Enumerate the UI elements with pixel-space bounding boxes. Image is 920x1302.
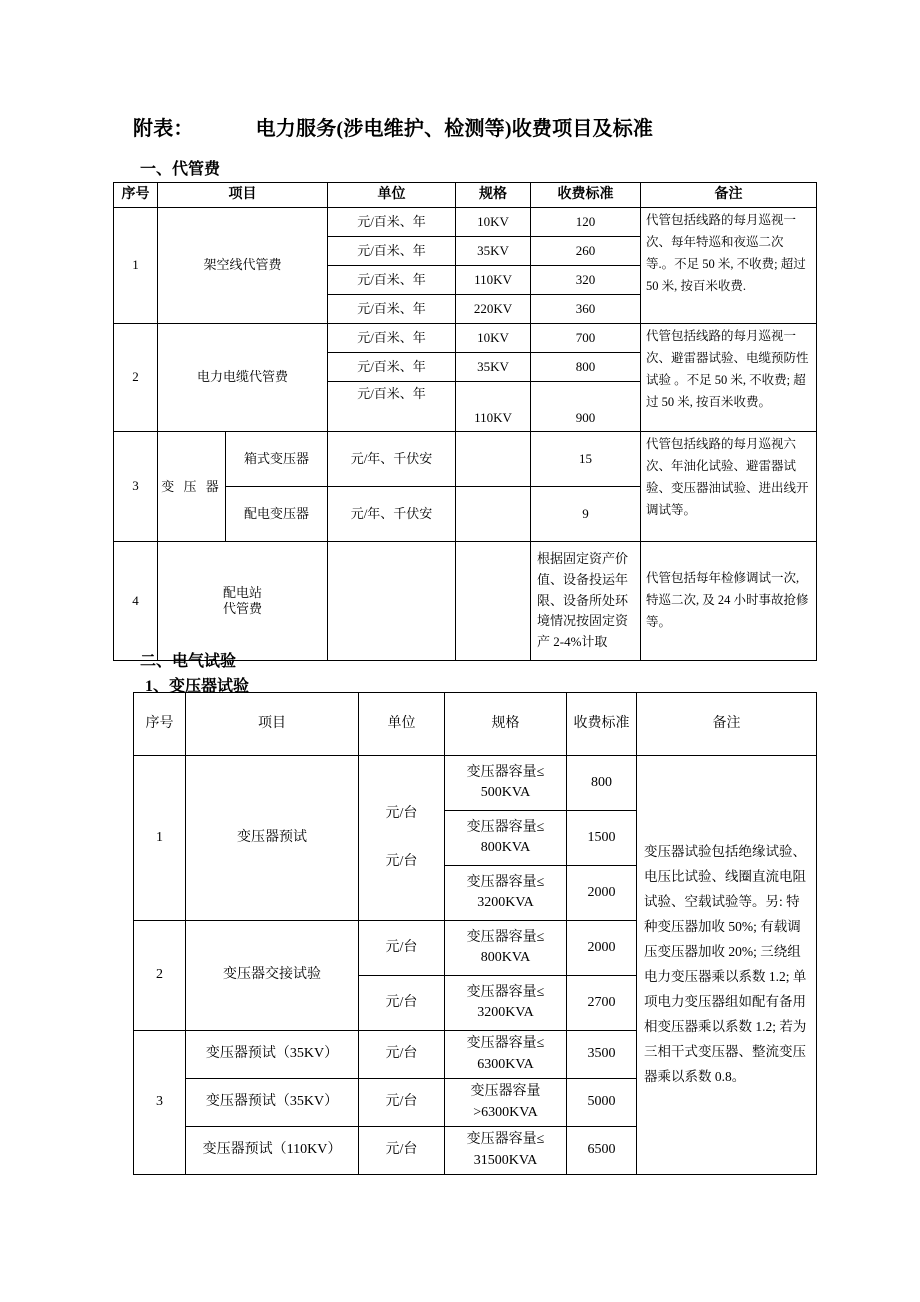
t2-row2-spec-1 (445, 921, 567, 976)
row3-unit-1: 元/年、千伏安 (328, 432, 456, 487)
t2-row3-spec-2 (445, 1079, 567, 1127)
table-row (114, 542, 817, 661)
t2-row1-item: 变压器预试 (186, 756, 359, 921)
row3-fee-2: 9 (531, 487, 641, 542)
spec-line2: 3200KVA (477, 1005, 534, 1020)
row3-remark: 代管包括线路的每月巡视六次、年油化试验、避雷器试验、变压器油试验、进出线开调试等。 (641, 432, 817, 542)
spec-line1: 变压器容量≤ (466, 874, 545, 890)
row4-remark: 代管包括每年检修调试一次, 特巡二次, 及 24 小时事故抢修等。 (641, 542, 817, 661)
table-row (114, 432, 817, 487)
t2-row1-spec-1 (445, 756, 567, 811)
spec-line1: 变压器容量≤ (466, 819, 545, 835)
t2-row1-spec-3 (445, 866, 567, 921)
table-header-row (114, 183, 817, 208)
table-byq-shiyan (133, 692, 817, 1175)
row4-item-line1: 配电站 (222, 584, 262, 600)
spec-line1: 变压器容量≤ (466, 764, 545, 780)
spec-line2: 3200KVA (477, 895, 534, 910)
t2-row3-fee-2: 5000 (567, 1079, 637, 1127)
page-title (133, 112, 833, 141)
row2-spec-1: 10KV (456, 324, 531, 353)
t2-row3-fee-3: 6500 (567, 1127, 637, 1175)
row4-item-line2: 代管费 (222, 601, 262, 616)
section-heading-daiguanfei: 一、代管费 (140, 161, 221, 178)
row3-no: 3 (114, 432, 158, 542)
spec-line1: 变压器容量≤ (466, 1132, 545, 1148)
th-收费标准: 收费标准 (531, 183, 641, 208)
row2-fee-2: 800 (531, 353, 641, 382)
t2-row1-fee-1: 800 (567, 756, 637, 811)
row2-no: 2 (114, 324, 158, 432)
th2-规格: 规格 (445, 693, 567, 756)
th-规格: 规格 (456, 183, 531, 208)
row1-unit-4: 元/百米、年 (328, 295, 456, 324)
t2-row3-unit-1: 元/台 (359, 1031, 445, 1079)
row4-item (158, 542, 328, 661)
row1-spec-1: 10KV (456, 208, 531, 237)
table-row (134, 756, 817, 811)
th2-序号: 序号 (134, 693, 186, 756)
table-row (114, 208, 817, 237)
th-序号: 序号 (114, 183, 158, 208)
row2-unit-1: 元/百米、年 (328, 324, 456, 353)
t2-row3-spec-3 (445, 1127, 567, 1175)
row2-spec-3: 110KV (456, 382, 531, 432)
th2-项目: 项目 (186, 693, 359, 756)
th-单位: 单位 (328, 183, 456, 208)
t2-row1-fee-3: 2000 (567, 866, 637, 921)
t2-row2-no: 2 (134, 921, 186, 1031)
th2-备注: 备注 (637, 693, 817, 756)
row3-spec-2 (456, 487, 531, 542)
t2-row3-item-1: 变压器预试（35KV） (186, 1031, 359, 1079)
section-heading-byq-shiyan: 1、变压器试验 (145, 678, 250, 695)
t2-row3-spec-1 (445, 1031, 567, 1079)
t2-row3-unit-2: 元/台 (359, 1079, 445, 1127)
t2-row1-spec-2 (445, 811, 567, 866)
row1-unit-2: 元/百米、年 (328, 237, 456, 266)
row3-unit-2: 元/年、千伏安 (328, 487, 456, 542)
th2-收费标准: 收费标准 (567, 693, 637, 756)
t2-row1-unit-1: 元/台 (385, 806, 418, 822)
title-prefix: 附表： (133, 118, 194, 140)
row1-remark: 代管包括线路的每月巡视一次、每年特巡和夜巡二次等.。不足 50 米, 不收费; 超过 50 米, 按百米收费. (641, 208, 817, 324)
row2-unit-3: 元/百米、年 (328, 382, 456, 432)
row3-item: 变 压 器 (158, 432, 226, 542)
t2-row2-item: 变压器交接试验 (186, 921, 359, 1031)
row2-fee-3: 900 (531, 382, 641, 432)
row4-unit (328, 542, 456, 661)
spec-line1: 变压器容量 (470, 1084, 541, 1100)
row1-no: 1 (114, 208, 158, 324)
t2-row2-fee-2: 2700 (567, 976, 637, 1031)
table-row (114, 324, 817, 353)
table-daiguanfei (113, 182, 817, 661)
t2-row2-fee-1: 2000 (567, 921, 637, 976)
row2-remark: 代管包括线路的每月巡视一次、避雷器试验、电缆预防性试验 。不足 50 米, 不收费; 超过 50 米, 按百米收费。 (641, 324, 817, 432)
row1-fee-4: 360 (531, 295, 641, 324)
spec-line2: 800KVA (480, 840, 531, 855)
t2-row1-unit (359, 756, 445, 921)
t2-row2-spec-2 (445, 976, 567, 1031)
row3-subitem-2: 配电变压器 (226, 487, 328, 542)
row1-unit-3: 元/百米、年 (328, 266, 456, 295)
row1-spec-2: 35KV (456, 237, 531, 266)
row4-fee: 根据固定资产价值、设备投运年限、设备所处环境情况按固定资产 2-4%计取 (531, 542, 641, 661)
row1-spec-3: 110KV (456, 266, 531, 295)
t2-row1-no: 1 (134, 756, 186, 921)
row2-item: 电力电缆代管费 (158, 324, 328, 432)
row1-fee-2: 260 (531, 237, 641, 266)
t2-row1-unit-2: 元/台 (385, 854, 418, 869)
t2-row3-no: 3 (134, 1031, 186, 1175)
t2-row3-fee-1: 3500 (567, 1031, 637, 1079)
row2-spec-2: 35KV (456, 353, 531, 382)
row1-unit-1: 元/百米、年 (328, 208, 456, 237)
th-项目: 项目 (158, 183, 328, 208)
row1-fee-1: 120 (531, 208, 641, 237)
t2-row1-fee-2: 1500 (567, 811, 637, 866)
spec-line2: >6300KVA (473, 1104, 538, 1120)
spec-line2: 31500KVA (473, 1152, 538, 1168)
row3-fee-1: 15 (531, 432, 641, 487)
t2-row3-item-3: 变压器预试（110KV） (186, 1127, 359, 1175)
t2-remark: 变压器试验包括绝缘试验、电压比试验、线圈直流电阻试验、空载试验等。另: 特种变压器加收 50%; 有载调压变压器加收 20%; 三绕组电力变压器乘以系数 1.2; 单项电力变压器组如配有备用相变压器乘以系数 1.2; 若为三相干式变压器、整流变压器乘以系数 0.8。 (637, 756, 817, 1175)
row3-subitem-1: 箱式变压器 (226, 432, 328, 487)
row3-spec-1 (456, 432, 531, 487)
spec-line1: 变压器容量≤ (466, 984, 545, 1000)
row1-spec-4: 220KV (456, 295, 531, 324)
row2-fee-1: 700 (531, 324, 641, 353)
t2-row2-unit-1: 元/台 (359, 921, 445, 976)
th-备注: 备注 (641, 183, 817, 208)
title-main: 电力服务(涉电维护、检测等)收费项目及标准 (255, 118, 654, 140)
t2-row3-unit-3: 元/台 (359, 1127, 445, 1175)
table-header-row (134, 693, 817, 756)
spec-line2: 6300KVA (477, 1056, 534, 1072)
th2-单位: 单位 (359, 693, 445, 756)
row1-item: 架空线代管费 (158, 208, 328, 324)
spec-line1: 变压器容量≤ (466, 1036, 545, 1052)
t2-row3-item-2: 变压器预试（35KV） (186, 1079, 359, 1127)
section-heading-dianqishiyan: 二、电气试验 (140, 653, 237, 670)
spec-line2: 500KVA (480, 785, 531, 800)
t2-row2-unit-2: 元/台 (359, 976, 445, 1031)
row1-fee-3: 320 (531, 266, 641, 295)
row4-no: 4 (114, 542, 158, 661)
row4-spec (456, 542, 531, 661)
spec-line2: 800KVA (480, 950, 531, 965)
row2-unit-2: 元/百米、年 (328, 353, 456, 382)
spec-line1: 变压器容量≤ (466, 929, 545, 945)
